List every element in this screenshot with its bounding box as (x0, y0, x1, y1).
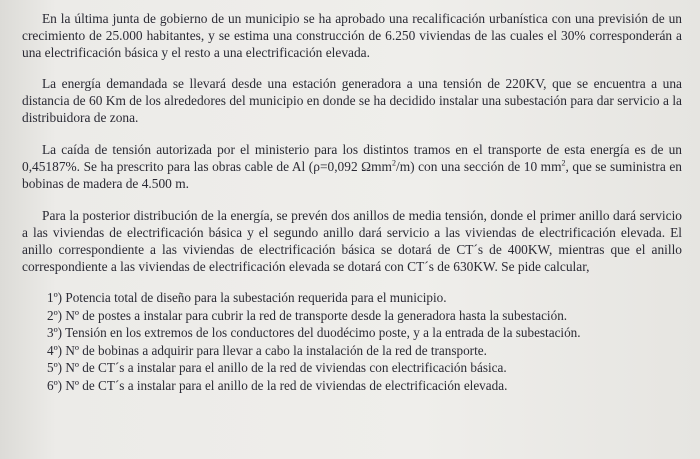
question-item: 2º) Nº de postes a instalar para cubrir la red de transporte desde la generadora hasta la subestación. (47, 307, 568, 323)
paragraph-energy-source: La energía demandada se llevará desde una estación generadora a una tensión de 220KV, que se encuentra a una distancia de 60 Km de los alrededores del municipio en donde se ha decidido instalar una subestación para dar servicio a la distribuidora de zona. (22, 76, 682, 125)
question-item: 6º) Nº de CT´s a instalar para el anillo de la red de viviendas de electrificación elevada. (47, 377, 508, 393)
voltage-drop-text-b: /m) con una sección de 10 mm (395, 159, 562, 174)
question-item: 3º) Tensión en los extremos de los conductores del duodécimo poste, y a la entrada de la subestación. (47, 325, 581, 341)
superscript-2: 2 (561, 158, 566, 168)
question-item: 4º) Nº de bobinas a adquirir para llevar a cabo la instalación de la red de transporte. (47, 342, 487, 358)
superscript-1: 2 (391, 158, 396, 168)
voltage-drop-text-c: , que se suministra en bobinas de madera de 4.500 m. (22, 159, 682, 191)
paragraph-voltage-drop (22, 141, 682, 192)
question-item: 5º) Nº de CT´s a instalar para el anillo de la red de viviendas con electrificación básica. (47, 360, 507, 376)
paragraph-recalification: En la última junta de gobierno de un municipio se ha aprobado una recalificación urbanística con una previsión de un crecimiento de 25.000 habitantes, y se estima una construcción de 6.250 viviendas de las cuales el 30% corresponderán a una electrificación básica y el resto a una electrificación elevada. (22, 11, 682, 60)
voltage-drop-text-a: La caída de tensión autorizada por el ministerio para los distintos tramos en el transporte de esta energía es de un 0,45187%. Se ha prescrito para las obras cable de Al (ρ=0,092 Ωmm (22, 142, 682, 174)
question-item: 1º) Potencia total de diseño para la subestación requerida para el municipio. (47, 290, 447, 305)
paragraph-distribution: Para la posterior distribución de la energía, se prevén dos anillos de media tensión, donde el primer anillo dará servicio a las viviendas de electrificación básica y el segundo anillo dará servicio a las viviendas de electrificación elevada. El anillo correspondiente a las viviendas de electrificación básica se dotará de CT´s de 400KW, mientras que el anillo correspondiente a las viviendas de electrificación elevada se dotará con CT´s de 630KW. Se pide calcular, (22, 208, 682, 274)
question-list (22, 289, 682, 395)
